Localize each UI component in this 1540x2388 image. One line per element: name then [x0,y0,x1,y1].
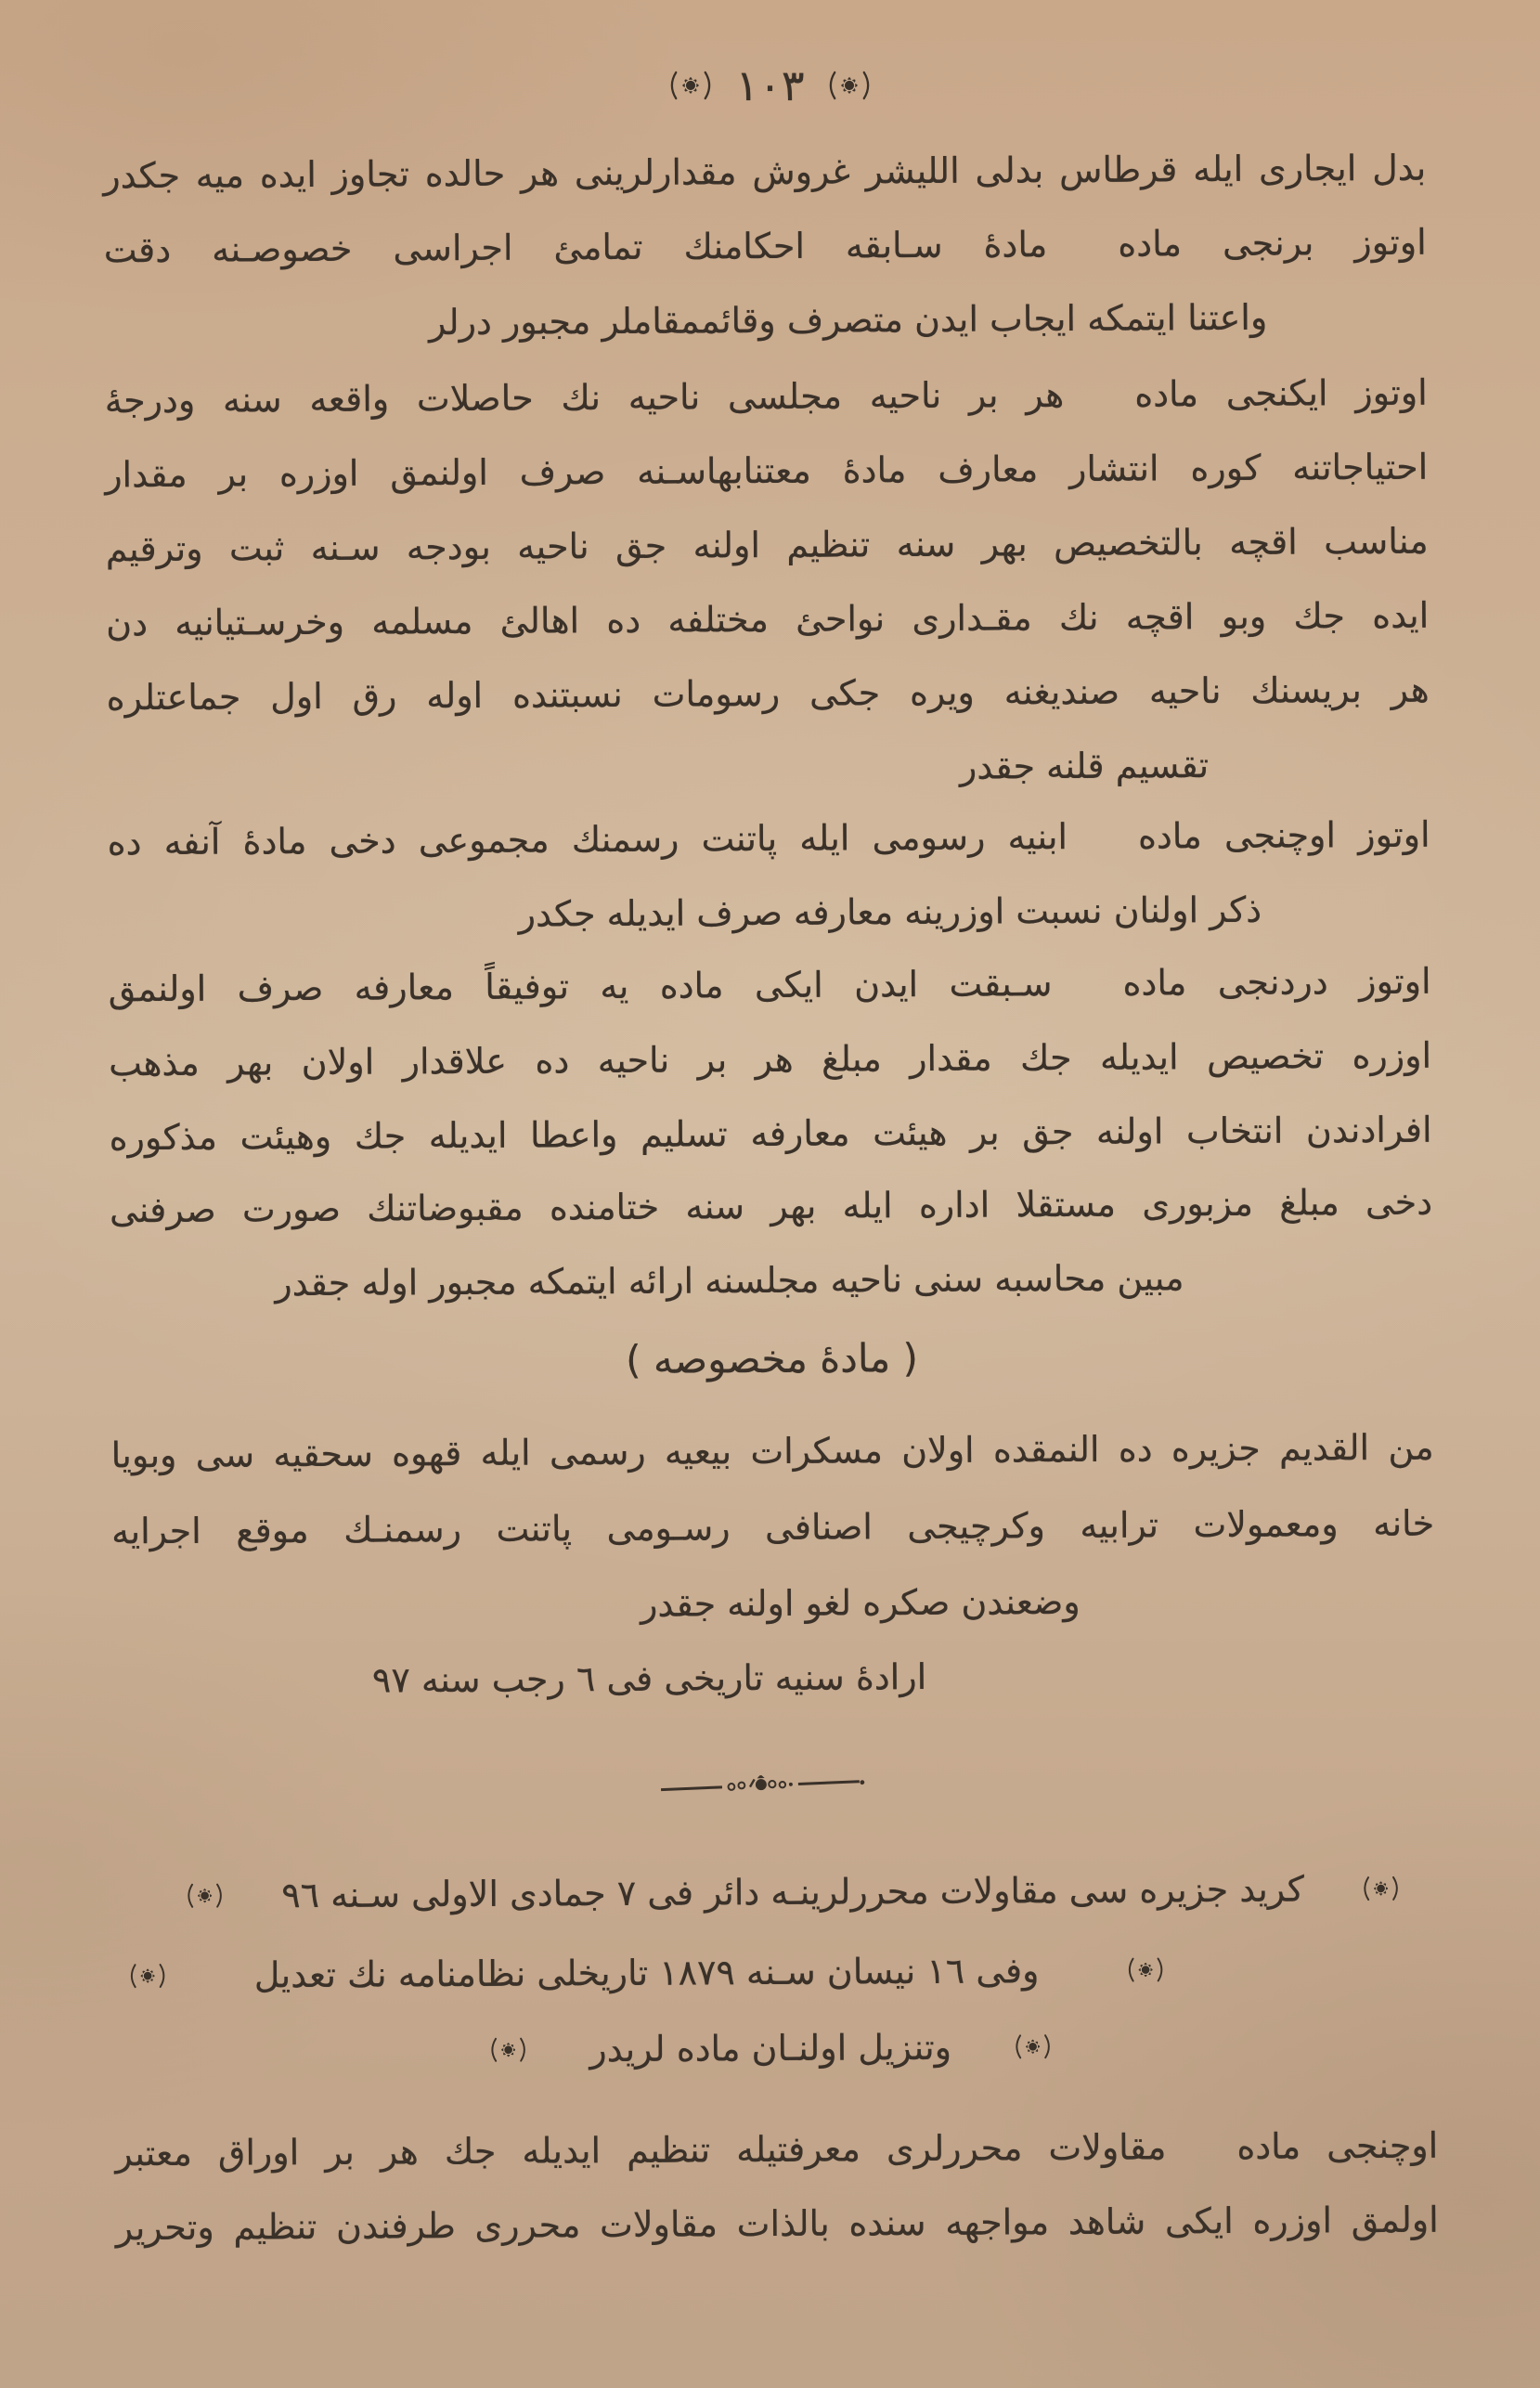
date-line: ارادهٔ سنيه تاريخى فى ٦ رجب سنه ٩٧ [371,1655,927,1701]
text-line: دخى مبلغ مزبورى مستقلا اداره ايله بهر سنه ختامنده مقبوضاتنك صورت صرفنى [109,1181,1433,1231]
rosette-ornament-icon [182,1879,226,1913]
text-line: اولمق اوزره ايكى شاهد مواجهه سنده بالذات مقاولات محررى طرفندن تنظيم وتحرير [115,2199,1439,2249]
text-line: خانه ومعمولات ترابيه وكرچيجى اصنافى رسـومى پاتنت رسمنـك موقع اجرايه [111,1502,1435,1552]
note-line [125,1940,1168,2005]
page-number: ١٠٣ [735,60,805,110]
divider-ornament-icon [661,1772,866,1798]
text-line: افرادندن انتخاب اولنه جق بر هيئت معارفه تسليم واعطا ايديله جك وهيئت مذكوره [109,1109,1432,1159]
rosette-ornament-icon [1123,1953,1168,1986]
note-line-text: وفى ١٦ نيسان سـنه ١٨٧٩ تاريخلى نظامنامه نك تعديل [253,1950,1040,1996]
note-line [485,2017,1055,2080]
text-line: مناسب اقچه بالتخصيص بهر سنه تنظيم اولنه جق ناحيه بودجه سـنه ثبت وترقيم [105,520,1429,570]
text-line: بدل ايجارى ايله قرطاس بدلى الليشر غروش مقدارلرينى هر حالده تجاوز ايده ميه جكدر [103,147,1427,197]
text-line: اوتوز اوچنجى ماده ابنيه رسومى ايله پاتنت رسمنك مجموعى دخى مادهٔ آنفه ده [107,813,1430,863]
rosette-ornament-icon [125,1959,170,1992]
section-heading: ( مادهٔ مخصوصه ) [626,1335,919,1382]
text-line: احتياجاتنه كوره انتشار معارف مادهٔ معتنابهاسـنه صرف اولنمق اوزره بر مقدار [105,446,1429,496]
text-line: واعتنا ايتمكه ايجاب ايدن متصرف وقائممقاملر مجبور درلر [428,296,1268,344]
text-line: من القديم جزيره ده النمقده اولان مسكرات بيعيه رسمى ايله قهوه سحقيه سى وبويا [110,1426,1434,1476]
text-line: هر بريسنك ناحيه صنديغنه ويره جكى رسومات نسبتنده اوله رق اول جماعتلره [106,668,1430,719]
rosette-ornament-icon [1358,1872,1403,1905]
text-line: اوتوز دردنجى ماده سـبقت ايدن ايكى ماده يه توفيقاً معارفه صرف اولنمق [108,960,1431,1010]
text-line: وضعندن صكره لغو اولنه جقدر [640,1580,1081,1625]
text-line: ذكر اولنان نسبت اوزرينه معارفه صرف ايديله جكدر [518,889,1262,935]
text-line: تقسيم قلنه جقدر [959,745,1210,787]
note-line [182,1859,1403,1926]
text-line: اوزره تخصيص ايديله جك مقدار مبلغ هر بر ناحيه ده علاقدار اولان بهر مذهب [108,1034,1432,1084]
text-line: اوچنجى ماده مقاولات محررلرى معرفتيله تنظيم ايديله جك هر بر اوراق معتبر [115,2124,1439,2174]
text-line: مبين محاسبه سنى ناحيه مجلسنه ارائه ايتمكه مجبور اوله جقدر [275,1257,1184,1304]
text-line: اوتوز ايكنجى ماده هر بر ناحيه مجلسى ناحيه نك حاصلات واقعه سنه ودرجهٔ [104,371,1428,422]
note-line-text: كريد جزيره سى مقاولات محررلرينـه دائر فى ٧ جمادى الاولى سـنه ٩٦ [281,1868,1305,1916]
rosette-ornament-icon [486,2033,531,2067]
text-line: اوتوز برنجى ماده مادهٔ سـابقه احكامنك تمامئ اجراسى خصوصـنه دقت [103,221,1427,271]
rosette-ornament-icon [1011,2030,1055,2063]
page-body [102,0,1440,2388]
note-line-text: وتنزيل اولنـان ماده لريدر [589,2026,952,2070]
text-line: ايده جك وبو اقچه نك مقـدارى نواحئ مختلفه ده اهالئ مسلمه وخرسـتيانيه دن [106,594,1430,644]
